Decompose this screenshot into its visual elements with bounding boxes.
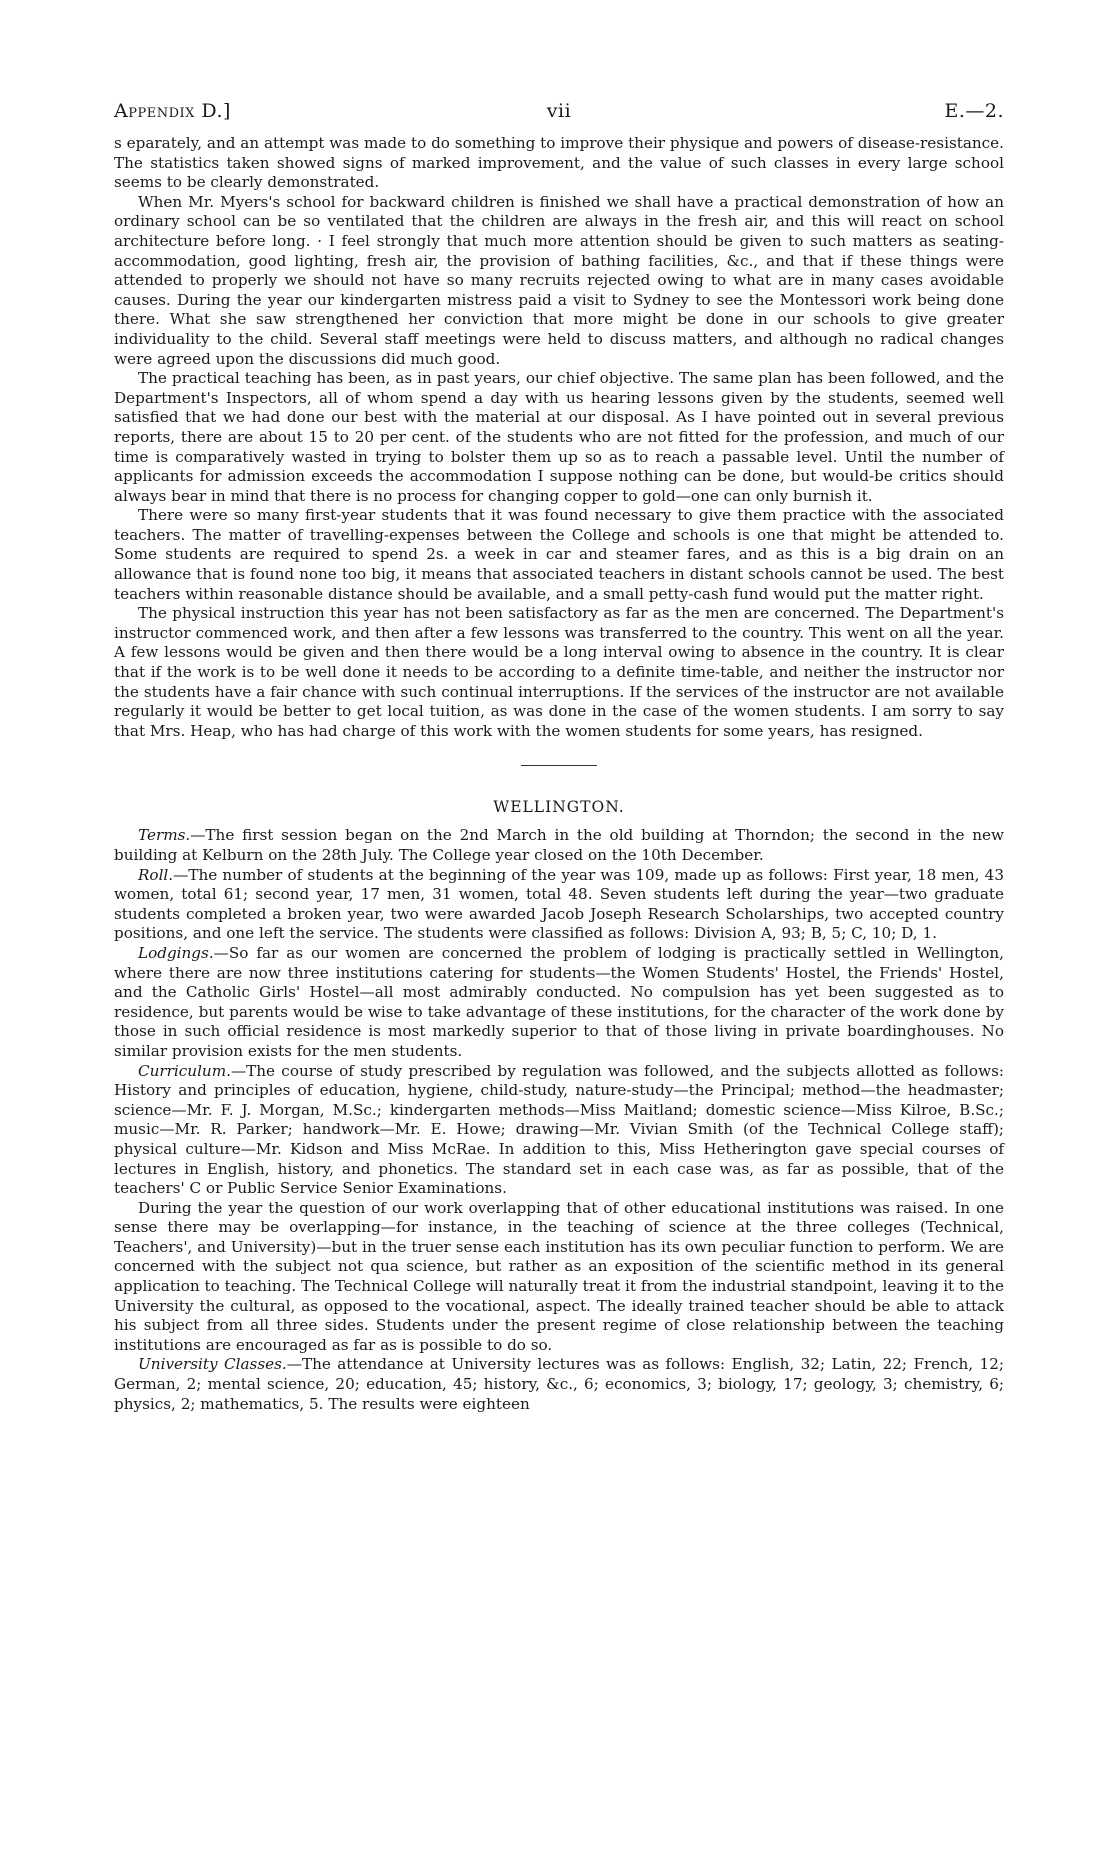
paragraph-curriculum — [114, 1062, 1004, 1199]
paragraph-university-classes — [114, 1355, 1004, 1414]
paragraph-text: —The course of study prescribed by regulation was followed, and the subjects allotted as follows: History and principles of education, hygiene, child-study, nature-study—the Principal; method—the headmaster; science—Mr. F. J. Morgan, M.Sc.; kindergarten methods—Miss Maitland; domestic science—Miss Kilroe, B.Sc.; music—Mr. R. Parker; handwork—Mr. E. Howe; drawing—Mr. Vivian Smith (of the Technical College staff); physical culture—Mr. Kidson and Miss McRae. In addition to this, Miss Hetherington gave special courses of lectures in English, history, and phonetics. The standard set in each case was, as far as possible, that of the teachers' C or Public Service Senior Examinations. — [114, 1061, 1004, 1198]
paragraph: The practical teaching has been, as in past years, our chief objective. The same plan has been followed, and the Department's Inspectors, all of whom spend a day with us hearing lessons given by the students, seemed well satisfied that we had done our best with the material at our disposal. As I have pointed out in several previous reports, there are about 15 to 20 per cent. of the students who are not fitted for the profession, and much of our time is comparatively wasted in trying to bolster them up so as to reach a passable level. Until the number of applicants for admission exceeds the accommodation I suppose nothing can be done, but would-be critics should always bear in mind that there is no process for changing copper to gold—one can only burnish it. — [114, 369, 1004, 505]
paragraph-lead: Lodgings. — [138, 943, 214, 962]
paragraph: There were so many first-year students that it was found necessary to give them practice with the associated teachers. The matter of travelling-expenses between the College and schools is one that might be attended to. Some students are required to spend 2s. a week in car and steamer fares, and as this is a big drain on an allowance that is found none too big, it means that associated teachers in distant schools cannot be used. The best teachers within reasonable distance should be available, and a small petty-cash fund would put the matter right. — [114, 506, 1004, 603]
paragraph-terms — [114, 826, 1004, 865]
paragraph: s eparately, and an attempt was made to do something to improve their physique and powers of disease-resistance. The statistics taken showed signs of marked improvement, and the value of such classes in every large school seems to be clearly demonstrated. — [114, 134, 1004, 192]
section-heading: WELLINGTON. — [493, 798, 625, 817]
continued-section — [114, 134, 1004, 741]
paragraph-lead: Curriculum. — [138, 1061, 231, 1080]
section-divider — [521, 765, 597, 766]
header-appendix-label: Appendix D.] — [114, 100, 231, 122]
paragraph-lead: University Classes. — [138, 1355, 287, 1374]
wellington-section — [114, 826, 1004, 1414]
paragraph-text: —The number of students at the beginning of the year was 109, made up as follows: First year, 18 men, 43 women, total 61; second year, 17 men, 31 women, total 48. Seven students left during the year—two graduate students completed a broken year, two were awarded Jacob Joseph Research Scholarships, two accepted country positions, and one left the service. The students were classified as follows: Division A, 93; B, 5; C, 10; D, 1. — [114, 865, 1004, 943]
header-document-code: E.—2. — [944, 100, 1004, 122]
paragraph-lodgings — [114, 944, 1004, 1062]
paragraph-lead: Roll. — [138, 865, 174, 884]
paragraph-text: During the year the question of our work overlapping that of other educational institutions was raised. In one sense there may be overlapping—for instance, in the teaching of science at the three colleges (Technical, Teachers', and University)—but in the truer sense each institution has its own peculiar function to perform. We are concerned with the subject not qua science, but rather as an exposition of the scientific method in its general application to teaching. The Technical College will naturally treat it from the industrial standpoint, leaving it to the University the cultural, as opposed to the vocational, aspect. The ideally trained teacher should be able to attack his subject from all three sides. Students under the present regime of close relationship between the teaching institutions are encouraged as far as is possible to do so. — [114, 1198, 1004, 1354]
paragraph-text: —So far as our women are concerned the problem of lodging is practically settled in Wellington, where there are now three institutions catering for students—the Women Students' Hostel, the Friends' Hostel, and the Catholic Girls' Hostel—all most admirably conducted. No compulsion has yet been suggested as to residence, but parents would be wise to take advantage of these institutions, for the character of the work done by those in such official residence is most markedly superior to that of those living in private boardinghouses. No similar provision exists for the men students. — [114, 943, 1004, 1060]
paragraph-overlapping — [114, 1199, 1004, 1356]
paragraph: When Mr. Myers's school for backward children is finished we shall have a practical demonstration of how an ordinary school can be so ventilated that the children are always in the fresh air, and this will react on school architecture before long. · I feel strongly that much more attention should be given to such matters as seating-accommodation, good lighting, fresh air, the provision of bathing facilities, &c., and that if these things were attended to properly we should not have so many recruits rejected owing to what are in many cases avoidable causes. During the year our kindergarten mistress paid a visit to Sydney to see the Montessori work being done there. What she saw strengthened her conviction that more might be done in our schools to give greater individuality to the child. Several staff meetings were held to discuss matters, and although no radical changes were agreed upon the discussions did much good. — [114, 192, 1004, 368]
running-header — [114, 100, 1004, 134]
document-page — [114, 100, 1004, 1414]
paragraph-roll — [114, 866, 1004, 944]
header-page-number: vii — [546, 100, 572, 122]
paragraph-text: —The attendance at University lectures was as follows: English, 32; Latin, 22; French, 12; German, 2; mental science, 20; education, 45; history, &c., 6; economics, 3; biology, 17; geology, 3; chemistry, 6; physics, 2; mathematics, 5. The results were eighteen — [114, 1355, 1004, 1413]
paragraph: The physical instruction this year has not been satisfactory as far as the men are concerned. The Department's instructor commenced work, and then after a few lessons was transferred to the country. This went on all the year. A few lessons would be given and then there would be a long interval owing to absence in the country. It is clear that if the work is to be well done it needs to be according to a definite time-table, and neither the instructor nor the students have a fair chance with such continual interruptions. If the services of the instructor are not available regularly it would be better to get local tuition, as was done in the case of the women students. I am sorry to say that Mrs. Heap, who has had charge of this work with the women students for some years, has resigned. — [114, 604, 1004, 740]
paragraph-text: —The first session began on the 2nd March in the old building at Thorndon; the second in the new building at Kelburn on the 28th July. The College year closed on the 10th December. — [114, 826, 1004, 864]
paragraph-lead: Terms. — [138, 826, 191, 845]
